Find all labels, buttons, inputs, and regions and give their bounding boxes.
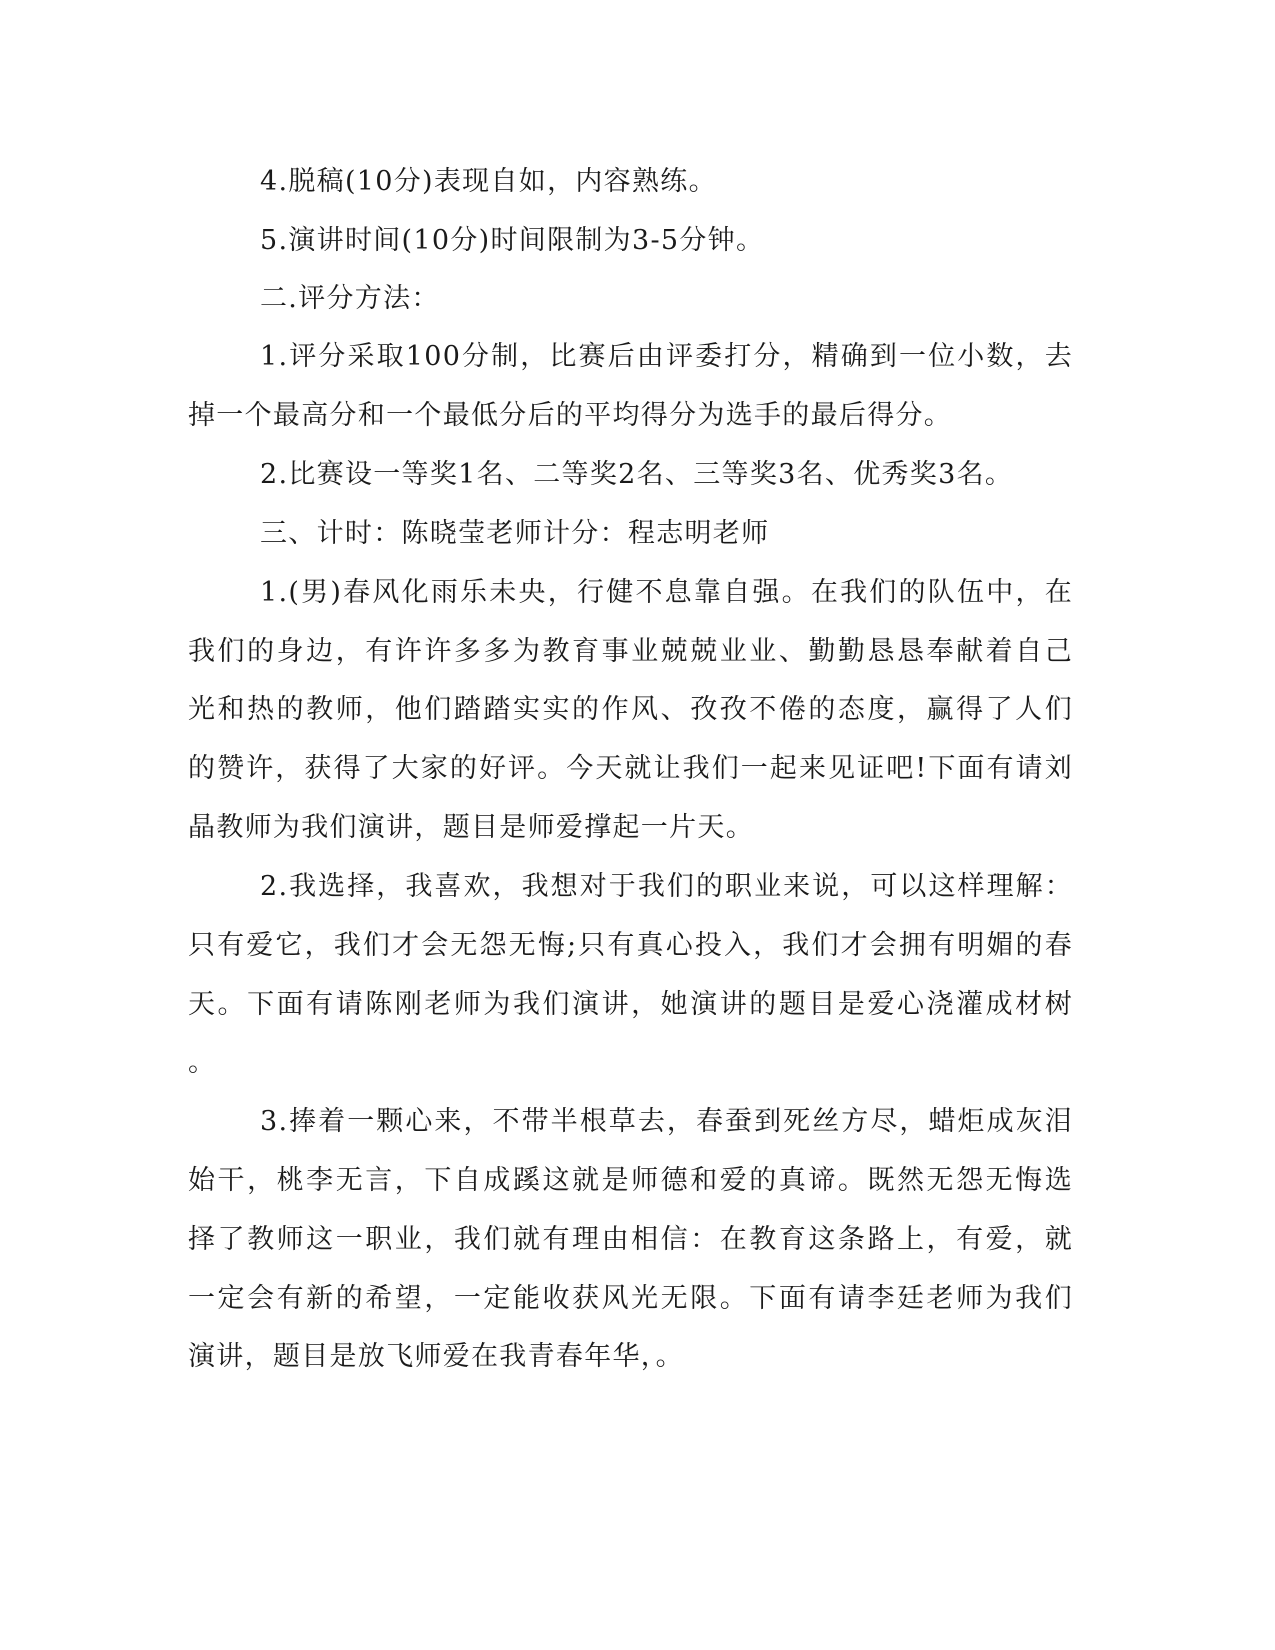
text-line: 演讲，题目是放飞师爱在我青春年华，。 xyxy=(188,1341,684,1372)
text-line: 的赞许，获得了大家的好评。今天就让我们一起来见证吧!下面有请刘 xyxy=(188,753,1073,784)
text-line: 1.评分采取100分制，比赛后由评委打分，精确到一位小数，去 xyxy=(260,341,1073,372)
text-line: 天。下面有请陈刚老师为我们演讲，她演讲的题目是爱心浇灌成材树 xyxy=(188,989,1073,1020)
text-line: 1.(男)春风化雨乐未央，行健不息靠自强。在我们的队伍中，在 xyxy=(260,577,1073,608)
text-line: 4.脱稿(10分)表现自如，内容熟练。 xyxy=(260,166,717,197)
text-line: 光和热的教师，他们踏踏实实的作风、孜孜不倦的态度，赢得了人们 xyxy=(188,694,1073,725)
text-line: 2.我选择，我喜欢，我想对于我们的职业来说，可以这样理解： xyxy=(260,871,1073,902)
section-heading: 三、计时：陈晓莹老师计分：程志明老师 xyxy=(260,518,770,549)
text-line: 3.捧着一颗心来，不带半根草去，春蚕到死丝方尽，蜡炬成灰泪 xyxy=(260,1106,1073,1137)
text-line: 5.演讲时间(10分)时间限制为3-5分钟。 xyxy=(260,225,765,256)
text-line: 晶教师为我们演讲，题目是师爱撑起一片天。 xyxy=(188,812,754,843)
section-heading: 二.评分方法： xyxy=(260,283,440,314)
text-line: 。 xyxy=(188,1047,217,1078)
text-line: 择了教师这一职业，我们就有理由相信：在教育这条路上，有爱，就 xyxy=(188,1224,1073,1255)
text-line: 只有爱它，我们才会无怨无悔;只有真心投入，我们才会拥有明媚的春 xyxy=(188,930,1073,961)
text-line: 2.比赛设一等奖1名、二等奖2名、三等奖3名、优秀奖3名。 xyxy=(260,459,1014,490)
text-line: 掉一个最高分和一个最低分后的平均得分为选手的最后得分。 xyxy=(188,400,953,431)
text-line: 我们的身边，有许许多多为教育事业兢兢业业、勤勤恳恳奉献着自己 xyxy=(188,636,1073,667)
text-line: 一定会有新的希望，一定能收获风光无限。下面有请李廷老师为我们 xyxy=(188,1283,1073,1314)
text-line: 始干，桃李无言，下自成蹊这就是师德和爱的真谛。既然无怨无悔选 xyxy=(188,1165,1073,1196)
